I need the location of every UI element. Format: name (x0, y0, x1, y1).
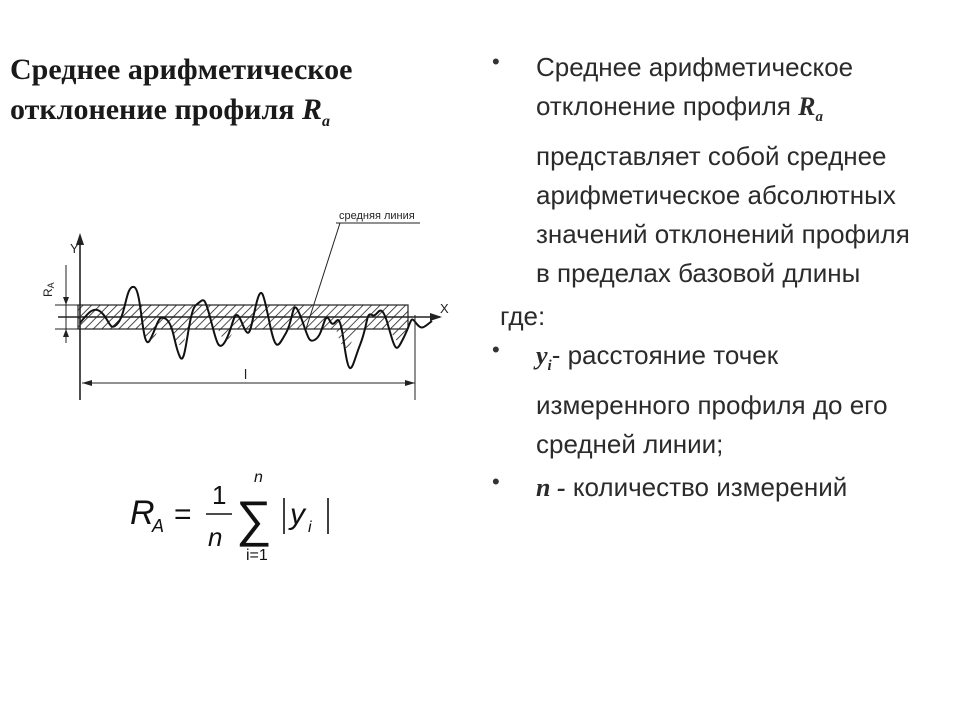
mean-line-label: средняя линия (339, 210, 415, 222)
svg-text:n: n (208, 522, 223, 552)
bullet-dot: • (492, 469, 500, 495)
svg-text:1: 1 (212, 480, 227, 510)
svg-text:i=1: i=1 (246, 547, 268, 564)
bullet-item (490, 468, 930, 507)
description (490, 48, 930, 507)
svg-text:∑: ∑ (236, 491, 272, 547)
svg-text:i: i (308, 519, 312, 536)
svg-text:n: n (254, 469, 263, 486)
item-text: - расстояние точек измеренного профиля до его средней линии; (536, 340, 888, 460)
item-symbol: $y_i$ (536, 341, 552, 375)
where-label: где: (500, 301, 546, 332)
item-text-tail: представляет собой среднее арифметическое абсолютных значений отклонений профиля в пределах базовой длины (536, 141, 910, 289)
x-axis-label: X (440, 301, 449, 316)
ra-formula (128, 468, 348, 568)
title-subscript: a (322, 113, 331, 130)
svg-text:R: R (130, 494, 155, 532)
title-text: Среднее арифметическое отклонение профиля (10, 53, 353, 126)
bullet-item (490, 48, 930, 293)
svg-text:y: y (290, 498, 305, 531)
y-axis-label: Y (70, 241, 79, 256)
svg-text:A: A (152, 516, 165, 536)
title-symbol: R (302, 93, 323, 126)
bullet-dot: • (492, 337, 500, 363)
length-label: l (244, 366, 248, 382)
bullet-dot: • (492, 49, 500, 74)
bullet-item (490, 336, 930, 464)
svg-text:=: = (174, 498, 192, 531)
slide-title (10, 50, 450, 142)
item-text: количество измерений (565, 472, 848, 503)
item-symbol: n - (536, 473, 566, 503)
profile-diagram (30, 205, 470, 410)
ra-label: RA (41, 282, 56, 297)
item-text: Среднее арифметическое отклонение профиля (536, 52, 854, 121)
item-symbol: $R_a$ (798, 92, 824, 126)
